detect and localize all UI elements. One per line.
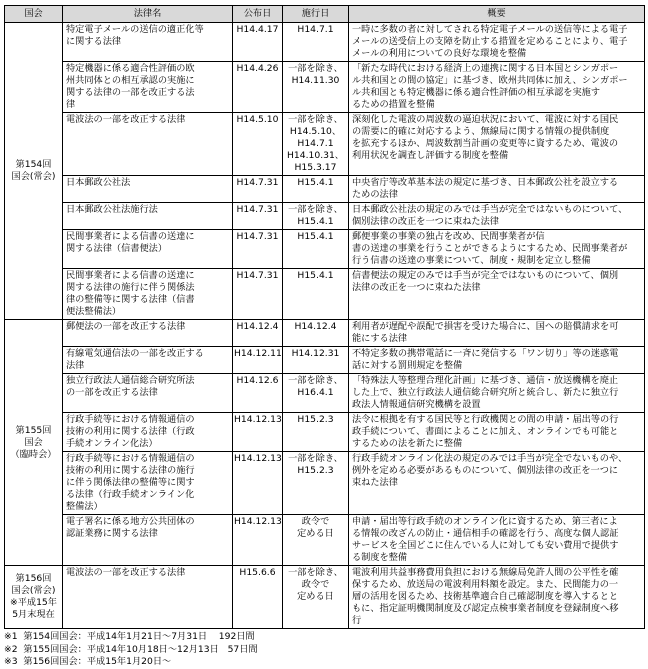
law-name-line: 関する法律（信書便法） [66, 243, 168, 254]
summary-line: 日本郵政公社法の規定のみでは手当が完全ではないものについて、 [352, 204, 628, 215]
law-name-line: 電子署名に係る地方公共団体の [66, 516, 195, 527]
law-name-cell [63, 23, 233, 62]
effective-date-line: H15.4.1 [297, 270, 334, 281]
effective-date-line: H14.5.10、 [289, 126, 342, 137]
table-row [5, 113, 645, 176]
law-name-line: 律 [66, 99, 76, 110]
table-row [5, 62, 645, 113]
header-promulgation-date: 公布日 [233, 6, 283, 23]
effective-date-cell [283, 413, 349, 452]
session-label-line: 5月末現在 [12, 609, 55, 620]
summary-line: 信書便法の規定のみでは手当が完全ではないものについて、個別 [352, 270, 619, 281]
law-name-cell [63, 269, 233, 320]
table-row [5, 176, 645, 203]
law-name-line: 認証業務に関する法律 [66, 528, 158, 539]
table-row [5, 230, 645, 269]
summary-line: る情報の改ざんの防止・通信相手の確認を行う、高度な個人認証 [352, 528, 619, 539]
session-label-line: 第156回 [15, 573, 52, 584]
law-name-line: 電波法の一部を改正する法律 [66, 114, 186, 125]
summary-line: 個別法律の改正を一つに束ねた法律 [352, 216, 499, 227]
law-name-line: 郵便法の一部を改正する法律 [66, 321, 186, 332]
summary-line: するための法を新たに整備 [352, 438, 463, 449]
law-name-line: 日本郵政公社法施行法 [66, 204, 158, 215]
session-label-line: ※平成15年 [10, 597, 57, 608]
effective-date-line: H16.4.1 [297, 387, 334, 398]
effective-date-cell [283, 113, 349, 176]
summary-cell [349, 515, 645, 566]
effective-date-cell [283, 566, 349, 629]
law-name-cell [63, 320, 233, 347]
law-name-line: 律の整備等に関する法律（信書 [66, 294, 195, 305]
summary-cell [349, 176, 645, 203]
law-name-cell [63, 113, 233, 176]
summary-line: 不特定多数の携帯電話に一斉に発信する「ワン切り」等の迷惑電 [352, 348, 619, 359]
effective-date-line: H14.12.4 [294, 321, 337, 332]
effective-date-cell [283, 176, 349, 203]
summary-line: サービスを全国どこに住んでいる人に対しても安い費用で提供す [352, 540, 619, 551]
law-name-line: 独立行政法人通信総合研究所法 [66, 375, 195, 386]
effective-date-line: H15.4.1 [297, 177, 334, 188]
law-name-cell [63, 413, 233, 452]
effective-date-cell [283, 62, 349, 113]
summary-line: 法律の改正を一つに束ねた法律 [352, 282, 481, 293]
footnote-3: ※3 第156回国会：平成15年1月20日〜 [4, 656, 172, 667]
session-cell [5, 566, 63, 629]
session-label-line: 第154回 [15, 159, 52, 170]
law-name-line: 行政手続等における情報通信の [66, 414, 195, 425]
law-name-line: 便法整備法） [66, 306, 122, 317]
effective-date-line: 一部を除き、 [288, 375, 343, 386]
summary-line: 利用者が遅配や誤配で損害を受けた場合に、国への賠償請求を可 [352, 321, 619, 332]
promulgation-date-cell: H14.7.31 [233, 269, 283, 320]
header-row [5, 6, 645, 23]
promulgation-date-cell: H14.12.6 [233, 374, 283, 413]
summary-line: 書の送達の事業を行うことができるようにするため、民間事業者が [352, 243, 628, 254]
summary-line: る制度を整備 [352, 552, 408, 563]
law-name-line: 州共同体との相互承認の実施に [66, 75, 195, 86]
table-row [5, 347, 645, 374]
header-summary: 概要 [349, 6, 645, 23]
table-row [5, 320, 645, 347]
summary-cell [349, 452, 645, 515]
effective-date-cell [283, 320, 349, 347]
effective-date-cell [283, 347, 349, 374]
summary-line: ル共和国とも特定機器に係る適合性評価の相互承認を実施す [352, 87, 601, 98]
summary-line: を拡充するほか、周波数割当計画の変更等に資するため、電波の [352, 138, 619, 149]
summary-line: 「特殊法人等整理合理化計画」に基づき、通信・放送機構を廃止 [352, 375, 619, 386]
footnote-2: ※2 第155回国会：平成14年10月18日〜12月13日 57日間 [4, 643, 258, 655]
law-name-cell [63, 176, 233, 203]
law-name-line: る法律（行政手続オンライン化 [66, 489, 195, 500]
law-name-line: 民間事業者による信書の送達に [66, 231, 195, 242]
summary-line: 保するため、放送局の電波利用料額を設定。また、民間能力の一 [352, 579, 619, 590]
summary-line: の需要に的確に対応するよう、無線局に関する情報の提供制度 [352, 126, 610, 137]
law-name-line: 技術の利用に関する法律（行政 [66, 426, 195, 437]
promulgation-date-cell: H14.5.10 [233, 113, 283, 176]
summary-cell [349, 203, 645, 230]
summary-cell [349, 113, 645, 176]
table-row [5, 23, 645, 62]
summary-line: 深刻化した電波の周波数の逼迫状況において、電波に対する国民 [352, 114, 619, 125]
summary-cell [349, 347, 645, 374]
summary-line: した上で、独立行政法人通信総合研究所と統合し、新たに独立行 [352, 387, 619, 398]
promulgation-date-cell: H14.7.31 [233, 230, 283, 269]
promulgation-date-cell: H14.4.26 [233, 62, 283, 113]
effective-date-line: 定める日 [297, 528, 334, 539]
session-cell [5, 23, 63, 320]
effective-date-cell [283, 374, 349, 413]
header-law-name: 法律名 [63, 6, 233, 23]
promulgation-date-cell: H14.12.4 [233, 320, 283, 347]
law-name-line: に関する法律 [66, 36, 122, 47]
effective-date-line: H15.4.1 [297, 231, 334, 242]
law-name-line: に伴う関係法律の整備等に関す [66, 477, 195, 488]
table-row [5, 374, 645, 413]
session-label-line: 第155回 [15, 424, 52, 436]
table-row [5, 452, 645, 515]
law-name-cell [63, 452, 233, 515]
session-label-line: 国会(常会) [11, 171, 56, 182]
effective-date-line: 一部を除き、 [288, 453, 343, 464]
law-name-line: 整備法） [66, 501, 103, 512]
summary-line: 行う信書の送達の事業について、制度・規制を定立し整備 [352, 255, 591, 266]
footnote-1: ※1 第154回国会：平成14年1月21日〜7月31日 192日間 [4, 631, 255, 642]
law-name-line: 行政手続等における情報通信の [66, 453, 195, 464]
summary-line: 電波利用共益事務費用負担における無線局免許人間の公平性を確 [352, 567, 619, 578]
promulgation-date-cell: H14.12.11 [233, 347, 283, 374]
summary-line: 中央省庁等改革基本法の規定に基づき、日本郵政公社を設立する [352, 177, 619, 188]
promulgation-date-cell: H14.12.13 [233, 515, 283, 566]
effective-date-cell [283, 203, 349, 230]
law-name-cell [63, 566, 233, 629]
summary-line: るための措置を整備 [352, 99, 435, 110]
effective-date-line: 政令で [301, 579, 330, 590]
table-row [5, 566, 645, 629]
summary-cell [349, 269, 645, 320]
session-cell [5, 320, 63, 566]
session-label-line: 国会 [24, 436, 43, 448]
session-label-line: 国会(常会) [11, 585, 56, 596]
summary-line: 政手続について、書面によることに加え、オンラインでも可能と [352, 426, 619, 437]
table-row [5, 515, 645, 566]
summary-line: ル共和国との間の協定」に基づき、欧州共同体に加え、シンガポー [352, 75, 628, 86]
summary-cell [349, 320, 645, 347]
summary-line: メールの利用についての良好な環境を整備 [352, 48, 527, 59]
summary-line: 郵便事業の事業の独占を改め、民間事業者が信 [352, 231, 545, 242]
law-name-line: 日本郵政公社法 [66, 177, 131, 188]
effective-date-line: H14.10.31、 [286, 150, 344, 161]
table-row [5, 203, 645, 230]
effective-date-cell [283, 23, 349, 62]
summary-line: 能にする法律 [352, 333, 408, 344]
promulgation-date-cell: H14.12.13 [233, 413, 283, 452]
law-name-line: 技術の利用に関する法律の施行 [66, 465, 195, 476]
summary-line: 話に対する罰則規定を整備 [352, 360, 463, 371]
summary-line: 行政手続オンライン化法の規定のみでは手当が完全でないものや、 [352, 453, 628, 464]
law-name-cell [63, 515, 233, 566]
summary-cell [349, 566, 645, 629]
law-name-cell [63, 347, 233, 374]
effective-date-cell [283, 230, 349, 269]
summary-line: ための法律 [352, 189, 398, 200]
promulgation-date-cell: H14.7.31 [233, 176, 283, 203]
law-name-line: 特定機器に係る適合性評価の欧 [66, 63, 195, 74]
effective-date-line: 一部を除き、 [288, 204, 343, 215]
law-name-line: 特定電子メールの送信の適正化等 [66, 24, 204, 35]
effective-date-line: H15.4.1 [297, 216, 334, 227]
law-name-line: 電波法の一部を改正する法律 [66, 567, 186, 578]
session-label-line: （臨時会） [10, 448, 57, 460]
promulgation-date-cell: H14.4.17 [233, 23, 283, 62]
footnotes [4, 631, 644, 669]
effective-date-line: 政令で [301, 516, 330, 527]
summary-cell [349, 230, 645, 269]
summary-line: 例外を定める必要があるものについて、個別法律の改正を一つに [352, 465, 619, 476]
summary-line: 一時に多数の者に対してされる特定電子メールの送信等による電子 [352, 24, 628, 35]
promulgation-date-cell: H14.7.31 [233, 203, 283, 230]
law-name-line: 関する法律の一部を改正する法 [66, 87, 195, 98]
effective-date-line: H15.2.3 [297, 465, 334, 476]
summary-line: 法令に根拠を有する国民等と行政機関との間の申請・届出等の行 [352, 414, 619, 425]
law-name-cell [63, 203, 233, 230]
effective-date-cell [283, 515, 349, 566]
law-name-cell [63, 374, 233, 413]
law-name-line: 有線電気通信法の一部を改正する [66, 348, 204, 359]
promulgation-date-cell: H14.12.13 [233, 452, 283, 515]
law-name-cell [63, 230, 233, 269]
summary-cell [349, 413, 645, 452]
header-session: 国会 [5, 6, 63, 23]
law-name-line: 民間事業者による信書の送達に [66, 270, 195, 281]
effective-date-line: H15.3.17 [294, 162, 337, 173]
table-row [5, 413, 645, 452]
law-name-line: 法律 [66, 360, 85, 371]
effective-date-line: 一部を除き、 [288, 567, 343, 578]
effective-date-line: H14.12.31 [291, 348, 340, 359]
summary-cell [349, 62, 645, 113]
effective-date-cell [283, 269, 349, 320]
law-table [4, 5, 645, 629]
header-effective-date: 施行日 [283, 6, 349, 23]
effective-date-line: 定める日 [297, 591, 334, 602]
summary-line: 「新たな時代における経済上の連携に関する日本国とシンガポー [352, 63, 619, 74]
summary-line: 政法人情報通信研究機構を設置 [352, 399, 481, 410]
law-table-document [4, 5, 644, 669]
summary-cell [349, 374, 645, 413]
table-row [5, 269, 645, 320]
summary-line: 束ねた法律 [352, 477, 398, 488]
effective-date-cell [283, 452, 349, 515]
effective-date-line: 一部を除き、 [288, 114, 343, 125]
summary-line: 行 [352, 615, 362, 626]
summary-line: 層の活用を図るため、技術基準適合自己確認制度を導入するとと [352, 591, 619, 602]
law-name-line: 手続オンライン化法） [66, 438, 158, 449]
effective-date-line: 一部を除き、 [288, 63, 343, 74]
table-body [5, 23, 645, 629]
summary-line: 利用状況を調査し評価する制度を整備 [352, 150, 509, 161]
law-name-cell [63, 62, 233, 113]
summary-line: 申請・届出等行政手続のオンライン化に資するため、第三者によ [352, 516, 618, 527]
effective-date-line: H14.7.1 [297, 24, 334, 35]
effective-date-line: H15.2.3 [297, 414, 334, 425]
summary-cell [349, 23, 645, 62]
effective-date-line: H14.7.1 [297, 138, 334, 149]
promulgation-date-cell: H15.6.6 [233, 566, 283, 629]
law-name-line: の一部を改正する法律 [66, 387, 158, 398]
law-name-line: 関する法律の施行に伴う関係法 [66, 282, 195, 293]
effective-date-line: H14.11.30 [291, 75, 340, 86]
summary-line: もに、指定証明機関制度及び認定点検事業者制度を登録制度へ移 [352, 603, 619, 614]
summary-line: メールの送受信上の支障を防止する措置を定めることにより、電子 [352, 36, 628, 47]
